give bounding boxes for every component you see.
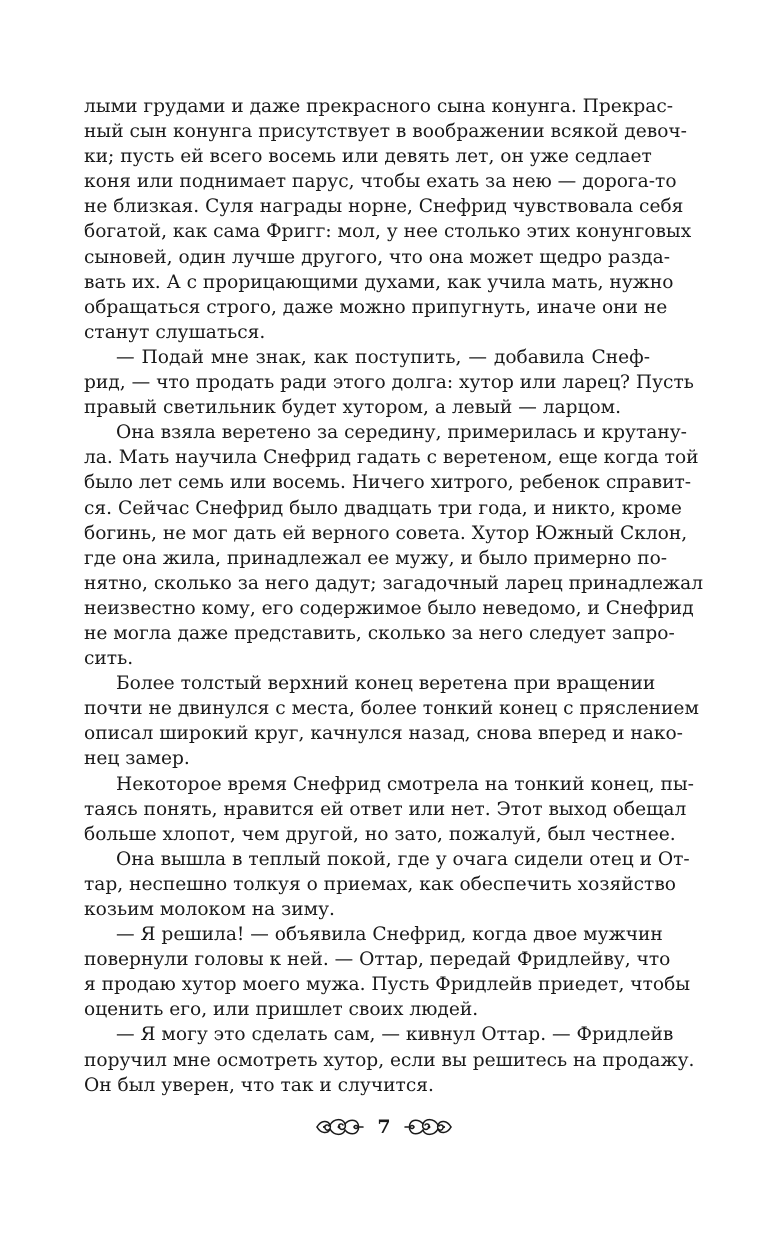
text-line: рид, — что продать ради этого долга: хутор или ларец? Пусть [84,372,694,394]
text-line: я продаю хутор моего мужа. Пусть Фридлейв приедет, чтобы [84,974,691,996]
text-line: почти не двинулся с места, более тонкий конец с пряслением [84,698,699,720]
text-line: описал широкий круг, качнулся назад, снова вперед и нако- [84,723,683,745]
text-line: козьим молоком на зиму. [84,899,335,920]
text-line: лыми грудами и даже прекрасного сына конунга. Прекрас- [84,96,674,117]
text-line: — Я могу это сделать сам, — кивнул Оттар. — Фридлейв [116,1024,674,1046]
text-line: оценить его, или пришлет своих людей. [84,999,479,1021]
page-number: 7 [377,1116,391,1138]
text-line: сить. [84,648,134,670]
text-line: коня или поднимает парус, чтобы ехать за нею — дорога-то [84,171,677,193]
text-line: Он был уверен, что так и случится. [84,1074,434,1096]
text-line: где она жила, принадлежал ее мужу, и было примерно по- [84,547,668,569]
text-line: ный сын конунга присутствует в воображении всякой девоч- [84,121,687,143]
text-line: нец замер. [84,748,190,770]
text-line: богатой, как сама Фригг: мол, у нее столько этих конунговых [84,221,692,243]
body-text [84,94,704,1098]
scroll-ornament-icon [403,1116,453,1138]
text-line: неизвестно кому, его содержимое было неведомо, и Снефрид [84,597,694,619]
text-line: — Я решила! — объявила Снефрид, когда двое мужчин [116,924,663,946]
text-line: не близкая. Суля награды норне, Снефрид чувствовала себя [84,196,684,218]
text-line: повернули головы к ней. — Оттар, передай Фридлейву, что [84,949,671,971]
text-line: Некоторое время Снефрид смотрела на тонкий конец, пы- [116,773,694,795]
text-line: обращаться строго, даже можно припугнуть, иначе они не [84,296,668,318]
text-line: поручил мне осмотреть хутор, если вы решитесь на продажу. [84,1049,695,1071]
text-line: больше хлопот, чем другой, но зато, пожалуй, был честнее. [84,823,676,845]
text-line: ся. Сейчас Снефрид было двадцать три года, и никто, кроме [84,497,682,519]
text-line: не могла даже представить, сколько за него следует запро- [84,622,675,644]
text-line: — Подай мне знак, как поступить, — добавила Снеф- [116,346,650,368]
text-line: таясь понять, нравится ей ответ или нет. Этот выход обещал [84,798,687,820]
scroll-ornament-icon [315,1116,365,1138]
text-line: нятно, сколько за него дадут; загадочный ларец принадлежал [84,572,704,594]
text-line: вать их. А с прорицающими духами, как учила мать, нужно [84,271,674,293]
text-line: тар, неспешно толкуя о приемах, как обеспечить хозяйство [84,873,676,895]
text-line: Более толстый верхний конец веретена при вращении [116,673,656,695]
text-line: богинь, не мог дать ей верного совета. Хутор Южный Склон, [84,522,688,544]
text-line: ла. Мать научила Снефрид гадать с веретеном, еще когда той [84,447,699,469]
text-line: было лет семь или восемь. Ничего хитрого, ребенок справит- [84,472,692,494]
text-line: Она вышла в теплый покой, где у очага сидели отец и От- [116,848,690,870]
text-line: Она взяла веретено за середину, примерилась и крутану- [116,422,687,444]
text-line: правый светильник будет хутором, а левый — ларцом. [84,397,622,419]
page-footer [0,1110,768,1144]
text-line: станут слушаться. [84,321,266,343]
text-line: сыновей, один лучше другого, что она может щедро разда- [84,246,670,268]
text-line: ки; пусть ей всего восемь или девять лет, он уже седлает [84,146,652,168]
